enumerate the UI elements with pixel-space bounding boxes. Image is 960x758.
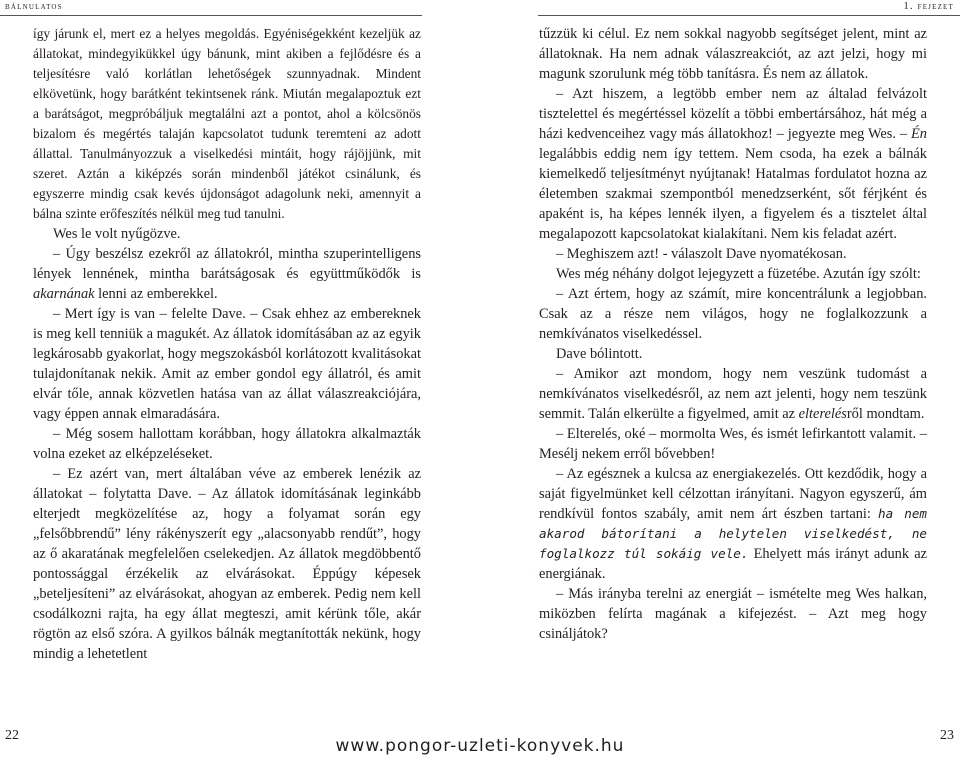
page-number-right: 23	[940, 728, 954, 743]
running-head-left: bálnulatos	[5, 1, 63, 12]
emphasis: akarnának	[33, 286, 95, 302]
footer-url: www.pongor-uzleti-konyvek.hu	[335, 736, 625, 756]
paragraph: – Más irányba terelni az energiát – ismételte meg Wes halkan, miközben felírta magának a kifejezést. – Azt meg hogy csináljátok?	[539, 586, 927, 642]
paragraph: tűzzük ki célul. Ez nem sokkal nagyobb segítséget jelent, mint az állatoknak. Ha nem adnak válaszreakciót, az azt jelzi, hogy mi magunk szorulunk még több tanításra. És nem az állatok.	[539, 26, 927, 82]
paragraph: Wes még néhány dolgot lejegyzett a füzetébe. Azután így szólt:	[556, 266, 921, 282]
running-head-right: 1. fejezet	[903, 1, 954, 12]
paragraph: – Ez azért van, mert általában véve az emberek lenézik az állatokat – folytatta Dave. – Az állatok idomításának leginkább elterjedt megközelítése az, hogy a folyamat során egy „felsőbbrendű” lény rákényszerít egy „alacsonyabb rendűt”, hogy az ő akaratának megfelelően cselekedjen. Az állatok megdöbbentő pontossággal érzékelik az elvárásokat. Éppúgy képesek „beteljesíteni” az elvárásokat, ahogyan az emberek. Pedig nem kell csodálkozni rajta, ha egy állat megteszi, amit kérünk tőle, akár rögtön az első szóra. A gyilkos bálnák megtanították nekünk, hogy mindig a lehetetlent	[33, 466, 421, 662]
text-run: lenni az emberekkel.	[94, 286, 218, 302]
text-run: – Azt hiszem, a legtöbb ember nem az általad felvázolt tisztelettel és megértéssel közelít a többi embertársához, hát még a házi kedvenceihez vagy más állatokhoz! – jegyezte meg Wes. –	[539, 86, 927, 142]
left-page-text	[33, 24, 421, 664]
text-run: Ehelyett más irányt adunk az energiának.	[539, 546, 927, 582]
emphasis: elterelés	[798, 406, 847, 422]
paragraph	[539, 364, 927, 424]
text-run: – Amikor azt mondom, hogy nem veszünk tudomást a nemkívánatos viselkedésről, az nem azt jelenti, hogy nem teszünk semmit. Talán elkerülte a figyelmed, amit az	[539, 366, 927, 422]
text-run: – Úgy beszélsz ezekről az állatokról, mintha szuperintelligens lények lennének, mintha barátságosak és együttműködők is	[33, 246, 421, 282]
paragraph	[539, 464, 927, 584]
emphasis: ha nem akarod bátorítani a helytelen viselkedést, ne foglalkozz túl sokáig vele.	[539, 506, 927, 561]
emphasis: Én	[911, 126, 927, 142]
text-run: – Az egésznek a kulcsa az energiakezelés. Ott kezdődik, hogy a saját figyelmünket kell célzottan irányítani. Nagyon egyszerű, ám rendkívül fontos szabály, amit nem árt észben tartani:	[539, 466, 927, 522]
right-page-text	[539, 24, 927, 644]
paragraph: – Azt értem, hogy az számít, mire koncentrálunk a legjobban. Csak az a része nem világos, hogy ne foglalkozzunk a nemkívánatos viselkedéssel.	[539, 286, 927, 342]
paragraph: – Elterelés, oké – mormolta Wes, és ismét lefirkantott valamit. – Mesélj nekem erről bővebben!	[539, 426, 927, 462]
paragraph	[33, 244, 421, 304]
paragraph	[539, 84, 927, 244]
paragraph: – Még sosem hallottam korábban, hogy állatokra alkalmazták volna ezeket az elképzeléseket.	[33, 426, 421, 462]
page-number-left: 22	[5, 728, 19, 743]
header-rule-left	[0, 15, 422, 16]
paragraph: – Meghiszem azt! - válaszolt Dave nyomatékosan.	[556, 246, 847, 262]
paragraph: így járunk el, mert ez a helyes megoldás. Egyéniségekként kezeljük az állatokat, mindegyikükkel úgy bánunk, mint akiben a fejlődésre és a teljesítésre való korlátlan lehetőségek szunnyadnak. Mindent elkövetünk, hogy barátként tekintsenek ránk. Miután megalapoztuk ezt a barátságot, megpróbáljuk megtalálni azt a pontot, ahol a kölcsönös bizalom és megértés talaján kapcsolatot tudunk teremteni az adott állattal. Tanulmányozzuk a viselkedési mintáit, hogy rájöjjünk, mit szeret. Aztán a kiképzés során mindenből játékot csinálunk, és egyszerre mindig csak kevés újdonságot adagolunk neki, amennyit a bálna szinte erőfeszítés nélkül meg tud tanulni.	[33, 26, 421, 221]
header-rule-right	[538, 15, 960, 16]
text-run: ről mondtam.	[846, 406, 925, 422]
paragraph: Dave bólintott.	[556, 346, 643, 362]
text-run: legalábbis eddig nem így tettem. Nem csoda, ha ezek a bálnák kiemelkedő teljesítményt nyújtanak! Hatalmas fordulatot hozna az életemben szakmai szempontból menedzserként, sőt férjként és apaként is, ha képes lennék ilyen, a figyelem és a tisztelet által megalapozott kapcsolatokat kialakítani. Nem kis feladat azért.	[539, 146, 927, 242]
paragraph: – Mert így is van – felelte Dave. – Csak ehhez az embereknek is meg kell tenniük a magukét. Az állatok idomításában az az egyik legkárosabb gyakorlat, hogy megszokásból korlátozott kvalitásokat tulajdonítanak nekik. Amit az ember gondol egy állatról, és amit elvár tőle, annak közvetlen hatása van az állat válaszreakciójára, vagy éppen annak elmaradására.	[33, 306, 421, 422]
paragraph: Wes le volt nyűgözve.	[53, 226, 181, 242]
